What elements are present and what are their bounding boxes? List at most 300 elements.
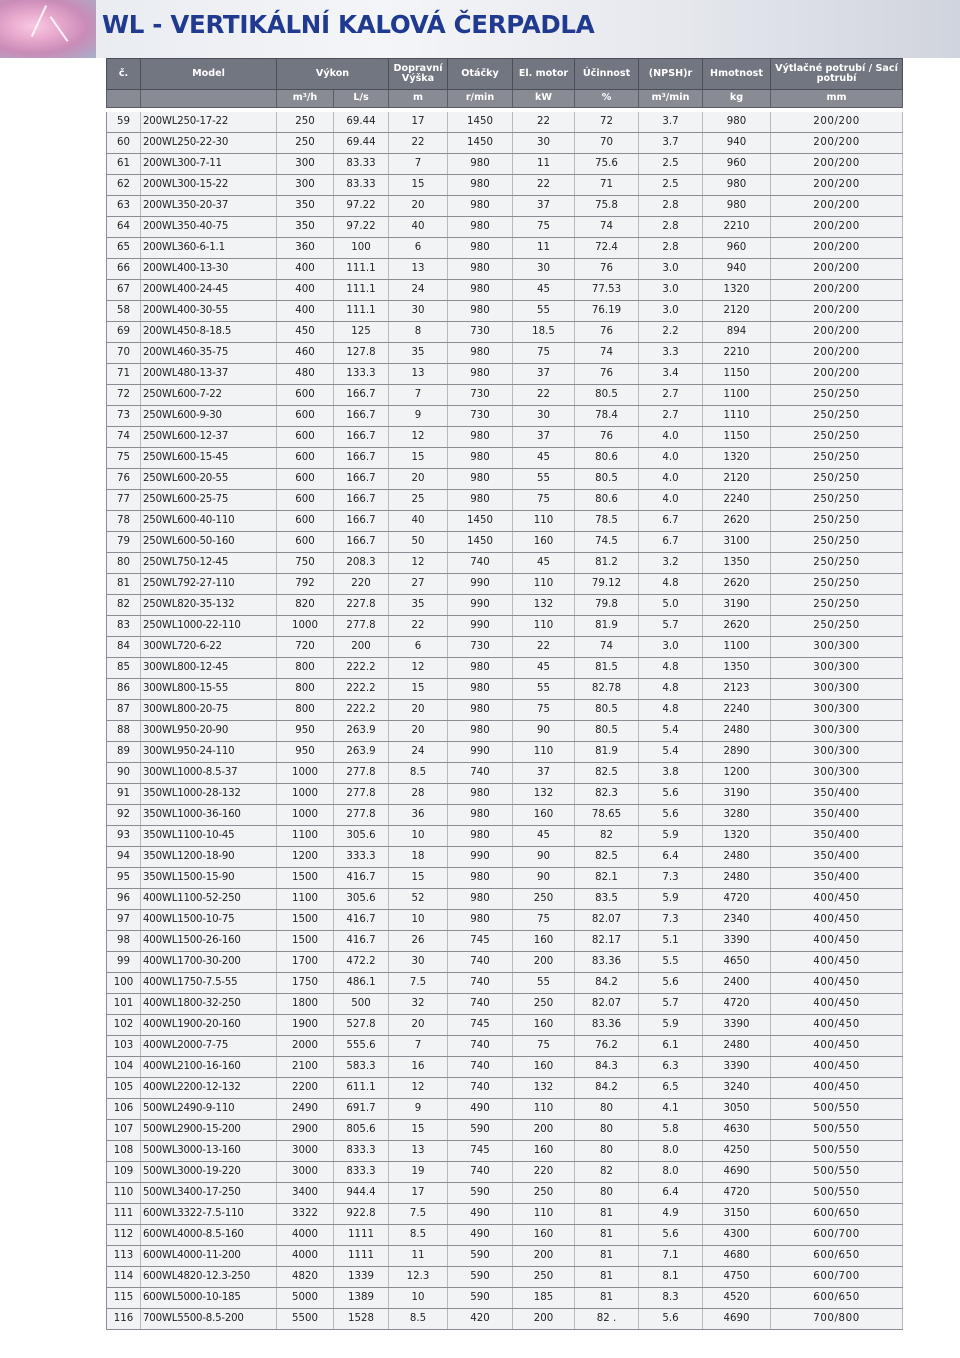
cell-flow-ls: 227.8 bbox=[334, 595, 389, 616]
cell-weight: 2340 bbox=[703, 910, 771, 931]
cell-model: 200WL300-7-11 bbox=[141, 154, 277, 175]
header-motor: El. motor bbox=[513, 59, 575, 90]
cell-model: 250WL792-27-110 bbox=[141, 574, 277, 595]
cell-speed: 980 bbox=[448, 364, 513, 385]
cell-number: 60 bbox=[107, 133, 141, 154]
table-row bbox=[107, 616, 903, 637]
cell-head: 6 bbox=[389, 637, 448, 658]
cell-flow-m3h: 1500 bbox=[277, 868, 334, 889]
cell-head: 30 bbox=[389, 952, 448, 973]
cell-weight: 4750 bbox=[703, 1267, 771, 1288]
cell-model: 500WL3000-19-220 bbox=[141, 1162, 277, 1183]
cell-motor-power: 200 bbox=[513, 1309, 575, 1330]
cell-flow-ls: 111.1 bbox=[334, 259, 389, 280]
unit-blank bbox=[107, 90, 141, 108]
cell-model: 400WL2100-16-160 bbox=[141, 1057, 277, 1078]
cell-efficiency: 79.8 bbox=[575, 595, 639, 616]
cell-flow-ls: 125 bbox=[334, 322, 389, 343]
cell-efficiency: 82.17 bbox=[575, 931, 639, 952]
table-row bbox=[107, 406, 903, 427]
cell-npsh: 5.9 bbox=[639, 826, 703, 847]
cell-weight: 3100 bbox=[703, 532, 771, 553]
cell-efficiency: 81.5 bbox=[575, 658, 639, 679]
cell-number: 83 bbox=[107, 616, 141, 637]
cell-flow-m3h: 400 bbox=[277, 301, 334, 322]
cell-speed: 740 bbox=[448, 1162, 513, 1183]
table-row bbox=[107, 700, 903, 721]
cell-efficiency: 79.12 bbox=[575, 574, 639, 595]
cell-speed: 730 bbox=[448, 385, 513, 406]
cell-weight: 3240 bbox=[703, 1078, 771, 1099]
cell-flow-m3h: 300 bbox=[277, 154, 334, 175]
cell-weight: 2123 bbox=[703, 679, 771, 700]
cell-speed: 745 bbox=[448, 1141, 513, 1162]
cell-model: 600WL5000-10-185 bbox=[141, 1288, 277, 1309]
cell-head: 10 bbox=[389, 826, 448, 847]
cell-model: 200WL460-35-75 bbox=[141, 343, 277, 364]
cell-npsh: 7.1 bbox=[639, 1246, 703, 1267]
cell-head: 16 bbox=[389, 1057, 448, 1078]
cell-npsh: 2.2 bbox=[639, 322, 703, 343]
cell-pipes: 350/400 bbox=[771, 868, 903, 889]
cell-flow-m3h: 1000 bbox=[277, 784, 334, 805]
cell-head: 25 bbox=[389, 490, 448, 511]
cell-number: 105 bbox=[107, 1078, 141, 1099]
table-row bbox=[107, 994, 903, 1015]
cell-flow-m3h: 1000 bbox=[277, 763, 334, 784]
cell-weight: 4300 bbox=[703, 1225, 771, 1246]
cell-npsh: 5.4 bbox=[639, 721, 703, 742]
cell-flow-ls: 166.7 bbox=[334, 469, 389, 490]
cell-efficiency: 82.5 bbox=[575, 847, 639, 868]
cell-flow-ls: 277.8 bbox=[334, 763, 389, 784]
cell-efficiency: 81 bbox=[575, 1246, 639, 1267]
cell-npsh: 3.8 bbox=[639, 763, 703, 784]
cell-motor-power: 132 bbox=[513, 1078, 575, 1099]
cell-pipes: 400/450 bbox=[771, 973, 903, 994]
cell-flow-m3h: 750 bbox=[277, 553, 334, 574]
cell-efficiency: 80.6 bbox=[575, 490, 639, 511]
cell-flow-m3h: 1000 bbox=[277, 805, 334, 826]
cell-flow-ls: 220 bbox=[334, 574, 389, 595]
cell-npsh: 6.4 bbox=[639, 1183, 703, 1204]
cell-motor-power: 132 bbox=[513, 595, 575, 616]
cell-model: 300WL950-24-110 bbox=[141, 742, 277, 763]
cell-speed: 590 bbox=[448, 1183, 513, 1204]
cell-npsh: 6.3 bbox=[639, 1057, 703, 1078]
cell-npsh: 8.1 bbox=[639, 1267, 703, 1288]
cell-motor-power: 200 bbox=[513, 1120, 575, 1141]
cell-efficiency: 80.5 bbox=[575, 721, 639, 742]
cell-efficiency: 72 bbox=[575, 112, 639, 133]
cell-model: 500WL2490-9-110 bbox=[141, 1099, 277, 1120]
cell-flow-ls: 166.7 bbox=[334, 532, 389, 553]
cell-motor-power: 90 bbox=[513, 721, 575, 742]
cell-head: 10 bbox=[389, 910, 448, 931]
table-row bbox=[107, 973, 903, 994]
unit-motor: kW bbox=[513, 90, 575, 108]
cell-model: 200WL300-15-22 bbox=[141, 175, 277, 196]
cell-model: 300WL800-20-75 bbox=[141, 700, 277, 721]
cell-flow-m3h: 800 bbox=[277, 700, 334, 721]
table-row bbox=[107, 1246, 903, 1267]
cell-flow-m3h: 5500 bbox=[277, 1309, 334, 1330]
cell-motor-power: 160 bbox=[513, 1057, 575, 1078]
cell-flow-m3h: 4820 bbox=[277, 1267, 334, 1288]
table-row bbox=[107, 427, 903, 448]
cell-flow-ls: 222.2 bbox=[334, 679, 389, 700]
cell-number: 114 bbox=[107, 1267, 141, 1288]
cell-model: 400WL1100-52-250 bbox=[141, 889, 277, 910]
cell-number: 75 bbox=[107, 448, 141, 469]
cell-efficiency: 80 bbox=[575, 1141, 639, 1162]
cell-npsh: 7.3 bbox=[639, 910, 703, 931]
cell-motor-power: 110 bbox=[513, 1204, 575, 1225]
cell-weight: 2480 bbox=[703, 847, 771, 868]
cell-efficiency: 80.5 bbox=[575, 385, 639, 406]
table-row bbox=[107, 658, 903, 679]
cell-efficiency: 83.36 bbox=[575, 1015, 639, 1036]
cell-npsh: 4.9 bbox=[639, 1204, 703, 1225]
cell-flow-m3h: 400 bbox=[277, 280, 334, 301]
cell-flow-ls: 472.2 bbox=[334, 952, 389, 973]
cell-flow-m3h: 400 bbox=[277, 259, 334, 280]
table-row bbox=[107, 154, 903, 175]
cell-head: 12 bbox=[389, 658, 448, 679]
cell-pipes: 250/250 bbox=[771, 490, 903, 511]
cell-motor-power: 11 bbox=[513, 154, 575, 175]
lightning-decoration bbox=[0, 0, 96, 58]
cell-flow-ls: 500 bbox=[334, 994, 389, 1015]
cell-pipes: 300/300 bbox=[771, 700, 903, 721]
cell-pipes: 200/200 bbox=[771, 322, 903, 343]
cell-npsh: 8.0 bbox=[639, 1141, 703, 1162]
cell-flow-ls: 166.7 bbox=[334, 385, 389, 406]
cell-pipes: 600/650 bbox=[771, 1246, 903, 1267]
table-row bbox=[107, 238, 903, 259]
table-row bbox=[107, 784, 903, 805]
cell-pipes: 300/300 bbox=[771, 679, 903, 700]
cell-pipes: 300/300 bbox=[771, 763, 903, 784]
cell-flow-ls: 305.6 bbox=[334, 889, 389, 910]
cell-flow-ls: 1528 bbox=[334, 1309, 389, 1330]
cell-pipes: 250/250 bbox=[771, 553, 903, 574]
cell-speed: 730 bbox=[448, 637, 513, 658]
cell-efficiency: 78.5 bbox=[575, 511, 639, 532]
cell-flow-ls: 833.3 bbox=[334, 1141, 389, 1162]
cell-motor-power: 110 bbox=[513, 616, 575, 637]
cell-npsh: 5.7 bbox=[639, 616, 703, 637]
cell-model: 600WL3322-7.5-110 bbox=[141, 1204, 277, 1225]
cell-pipes: 250/250 bbox=[771, 427, 903, 448]
cell-npsh: 4.1 bbox=[639, 1099, 703, 1120]
cell-head: 17 bbox=[389, 1183, 448, 1204]
header-number: č. bbox=[107, 59, 141, 90]
cell-weight: 980 bbox=[703, 112, 771, 133]
table-row bbox=[107, 1288, 903, 1309]
cell-head: 13 bbox=[389, 364, 448, 385]
cell-head: 15 bbox=[389, 175, 448, 196]
cell-speed: 590 bbox=[448, 1267, 513, 1288]
cell-head: 10 bbox=[389, 1288, 448, 1309]
cell-npsh: 8.3 bbox=[639, 1288, 703, 1309]
cell-efficiency: 82.07 bbox=[575, 910, 639, 931]
cell-efficiency: 72.4 bbox=[575, 238, 639, 259]
cell-npsh: 6.5 bbox=[639, 1078, 703, 1099]
cell-motor-power: 30 bbox=[513, 406, 575, 427]
cell-motor-power: 132 bbox=[513, 784, 575, 805]
cell-weight: 2620 bbox=[703, 511, 771, 532]
cell-pipes: 350/400 bbox=[771, 847, 903, 868]
cell-model: 600WL4000-11-200 bbox=[141, 1246, 277, 1267]
cell-model: 400WL1700-30-200 bbox=[141, 952, 277, 973]
cell-efficiency: 82.3 bbox=[575, 784, 639, 805]
cell-npsh: 3.0 bbox=[639, 301, 703, 322]
table-row bbox=[107, 343, 903, 364]
cell-npsh: 2.8 bbox=[639, 238, 703, 259]
cell-number: 98 bbox=[107, 931, 141, 952]
cell-npsh: 6.4 bbox=[639, 847, 703, 868]
cell-pipes: 400/450 bbox=[771, 994, 903, 1015]
cell-model: 350WL1200-18-90 bbox=[141, 847, 277, 868]
cell-weight: 2620 bbox=[703, 616, 771, 637]
cell-flow-m3h: 250 bbox=[277, 133, 334, 154]
cell-npsh: 8.0 bbox=[639, 1162, 703, 1183]
cell-speed: 730 bbox=[448, 406, 513, 427]
cell-flow-m3h: 2900 bbox=[277, 1120, 334, 1141]
cell-head: 7.5 bbox=[389, 973, 448, 994]
cell-speed: 1450 bbox=[448, 133, 513, 154]
cell-model: 350WL1500-15-90 bbox=[141, 868, 277, 889]
cell-weight: 960 bbox=[703, 238, 771, 259]
cell-weight: 4520 bbox=[703, 1288, 771, 1309]
cell-motor-power: 75 bbox=[513, 910, 575, 931]
cell-flow-ls: 69.44 bbox=[334, 112, 389, 133]
cell-pipes: 250/250 bbox=[771, 511, 903, 532]
cell-pipes: 600/700 bbox=[771, 1267, 903, 1288]
cell-model: 200WL350-20-37 bbox=[141, 196, 277, 217]
cell-model: 600WL4820-12.3-250 bbox=[141, 1267, 277, 1288]
header-efficiency: Účinnost bbox=[575, 59, 639, 90]
cell-head: 12.3 bbox=[389, 1267, 448, 1288]
table-row bbox=[107, 553, 903, 574]
cell-speed: 990 bbox=[448, 847, 513, 868]
cell-npsh: 2.8 bbox=[639, 196, 703, 217]
cell-number: 89 bbox=[107, 742, 141, 763]
cell-motor-power: 220 bbox=[513, 1162, 575, 1183]
cell-head: 7.5 bbox=[389, 1204, 448, 1225]
cell-head: 52 bbox=[389, 889, 448, 910]
cell-flow-m3h: 950 bbox=[277, 742, 334, 763]
table-row bbox=[107, 112, 903, 133]
cell-flow-m3h: 3400 bbox=[277, 1183, 334, 1204]
cell-weight: 940 bbox=[703, 133, 771, 154]
table-row bbox=[107, 1204, 903, 1225]
cell-speed: 740 bbox=[448, 1078, 513, 1099]
cell-pipes: 400/450 bbox=[771, 931, 903, 952]
table-row bbox=[107, 679, 903, 700]
cell-speed: 1450 bbox=[448, 112, 513, 133]
cell-flow-m3h: 2100 bbox=[277, 1057, 334, 1078]
cell-weight: 2480 bbox=[703, 868, 771, 889]
table-row bbox=[107, 1015, 903, 1036]
cell-motor-power: 90 bbox=[513, 868, 575, 889]
cell-pipes: 200/200 bbox=[771, 280, 903, 301]
cell-model: 200WL250-17-22 bbox=[141, 112, 277, 133]
cell-motor-power: 250 bbox=[513, 1183, 575, 1204]
cell-weight: 4680 bbox=[703, 1246, 771, 1267]
cell-model: 250WL600-50-160 bbox=[141, 532, 277, 553]
cell-flow-m3h: 720 bbox=[277, 637, 334, 658]
cell-head: 20 bbox=[389, 721, 448, 742]
cell-model: 250WL1000-22-110 bbox=[141, 616, 277, 637]
cell-number: 90 bbox=[107, 763, 141, 784]
cell-head: 13 bbox=[389, 1141, 448, 1162]
cell-flow-ls: 944.4 bbox=[334, 1183, 389, 1204]
cell-number: 104 bbox=[107, 1057, 141, 1078]
cell-speed: 980 bbox=[448, 784, 513, 805]
cell-weight: 1150 bbox=[703, 364, 771, 385]
cell-npsh: 6.7 bbox=[639, 511, 703, 532]
cell-head: 8.5 bbox=[389, 763, 448, 784]
cell-head: 7 bbox=[389, 1036, 448, 1057]
cell-motor-power: 30 bbox=[513, 259, 575, 280]
cell-speed: 740 bbox=[448, 1057, 513, 1078]
cell-speed: 745 bbox=[448, 931, 513, 952]
cell-efficiency: 82.1 bbox=[575, 868, 639, 889]
cell-efficiency: 80 bbox=[575, 1099, 639, 1120]
cell-speed: 980 bbox=[448, 826, 513, 847]
cell-number: 87 bbox=[107, 700, 141, 721]
cell-model: 200WL400-13-30 bbox=[141, 259, 277, 280]
cell-npsh: 5.1 bbox=[639, 931, 703, 952]
cell-speed: 980 bbox=[448, 805, 513, 826]
cell-motor-power: 75 bbox=[513, 700, 575, 721]
cell-speed: 490 bbox=[448, 1099, 513, 1120]
cell-efficiency: 77.53 bbox=[575, 280, 639, 301]
cell-pipes: 250/250 bbox=[771, 616, 903, 637]
cell-weight: 2890 bbox=[703, 742, 771, 763]
cell-motor-power: 160 bbox=[513, 532, 575, 553]
title-banner bbox=[0, 0, 960, 58]
cell-flow-m3h: 360 bbox=[277, 238, 334, 259]
cell-efficiency: 84.3 bbox=[575, 1057, 639, 1078]
cell-flow-ls: 263.9 bbox=[334, 721, 389, 742]
cell-number: 106 bbox=[107, 1099, 141, 1120]
cell-model: 200WL360-6-1.1 bbox=[141, 238, 277, 259]
cell-motor-power: 75 bbox=[513, 1036, 575, 1057]
cell-motor-power: 160 bbox=[513, 1141, 575, 1162]
cell-speed: 980 bbox=[448, 868, 513, 889]
table-row bbox=[107, 301, 903, 322]
cell-speed: 980 bbox=[448, 469, 513, 490]
cell-flow-ls: 555.6 bbox=[334, 1036, 389, 1057]
unit-pipes: mm bbox=[771, 90, 903, 108]
cell-motor-power: 250 bbox=[513, 1267, 575, 1288]
cell-npsh: 3.7 bbox=[639, 133, 703, 154]
cell-flow-m3h: 4000 bbox=[277, 1246, 334, 1267]
cell-npsh: 4.0 bbox=[639, 427, 703, 448]
table-row bbox=[107, 1183, 903, 1204]
cell-pipes: 250/250 bbox=[771, 595, 903, 616]
cell-model: 350WL1100-10-45 bbox=[141, 826, 277, 847]
cell-weight: 3390 bbox=[703, 1057, 771, 1078]
cell-flow-m3h: 300 bbox=[277, 175, 334, 196]
cell-number: 85 bbox=[107, 658, 141, 679]
cell-flow-ls: 277.8 bbox=[334, 805, 389, 826]
cell-npsh: 4.8 bbox=[639, 679, 703, 700]
cell-number: 72 bbox=[107, 385, 141, 406]
cell-pipes: 350/400 bbox=[771, 784, 903, 805]
cell-npsh: 4.0 bbox=[639, 469, 703, 490]
cell-head: 9 bbox=[389, 406, 448, 427]
cell-head: 19 bbox=[389, 1162, 448, 1183]
cell-pipes: 400/450 bbox=[771, 1015, 903, 1036]
cell-flow-ls: 208.3 bbox=[334, 553, 389, 574]
cell-flow-m3h: 1500 bbox=[277, 910, 334, 931]
cell-speed: 420 bbox=[448, 1309, 513, 1330]
cell-number: 99 bbox=[107, 952, 141, 973]
cell-pipes: 250/250 bbox=[771, 469, 903, 490]
cell-npsh: 4.8 bbox=[639, 574, 703, 595]
cell-model: 200WL480-13-37 bbox=[141, 364, 277, 385]
cell-head: 8 bbox=[389, 322, 448, 343]
cell-head: 18 bbox=[389, 847, 448, 868]
cell-flow-ls: 263.9 bbox=[334, 742, 389, 763]
table-row bbox=[107, 1057, 903, 1078]
cell-weight: 2120 bbox=[703, 301, 771, 322]
cell-motor-power: 22 bbox=[513, 175, 575, 196]
unit-flow-m3h: m³/h bbox=[277, 90, 334, 108]
cell-efficiency: 80.5 bbox=[575, 700, 639, 721]
cell-motor-power: 55 bbox=[513, 679, 575, 700]
cell-npsh: 2.7 bbox=[639, 406, 703, 427]
cell-flow-ls: 277.8 bbox=[334, 784, 389, 805]
cell-head: 12 bbox=[389, 427, 448, 448]
cell-flow-ls: 166.7 bbox=[334, 511, 389, 532]
cell-weight: 4650 bbox=[703, 952, 771, 973]
cell-motor-power: 45 bbox=[513, 553, 575, 574]
cell-flow-ls: 127.8 bbox=[334, 343, 389, 364]
cell-weight: 1100 bbox=[703, 637, 771, 658]
cell-flow-ls: 305.6 bbox=[334, 826, 389, 847]
cell-weight: 980 bbox=[703, 175, 771, 196]
cell-speed: 980 bbox=[448, 280, 513, 301]
cell-npsh: 5.6 bbox=[639, 784, 703, 805]
cell-number: 64 bbox=[107, 217, 141, 238]
cell-number: 58 bbox=[107, 301, 141, 322]
table-row bbox=[107, 1078, 903, 1099]
cell-motor-power: 75 bbox=[513, 217, 575, 238]
cell-weight: 3390 bbox=[703, 931, 771, 952]
cell-number: 78 bbox=[107, 511, 141, 532]
cell-pipes: 400/450 bbox=[771, 1057, 903, 1078]
cell-npsh: 5.6 bbox=[639, 805, 703, 826]
cell-speed: 990 bbox=[448, 742, 513, 763]
cell-model: 600WL4000-8.5-160 bbox=[141, 1225, 277, 1246]
cell-number: 70 bbox=[107, 343, 141, 364]
cell-model: 200WL400-24-45 bbox=[141, 280, 277, 301]
cell-head: 24 bbox=[389, 280, 448, 301]
cell-efficiency: 76 bbox=[575, 427, 639, 448]
cell-efficiency: 74 bbox=[575, 637, 639, 658]
cell-number: 108 bbox=[107, 1141, 141, 1162]
cell-flow-ls: 200 bbox=[334, 637, 389, 658]
cell-head: 7 bbox=[389, 385, 448, 406]
cell-number: 97 bbox=[107, 910, 141, 931]
table-row bbox=[107, 574, 903, 595]
cell-pipes: 500/550 bbox=[771, 1162, 903, 1183]
